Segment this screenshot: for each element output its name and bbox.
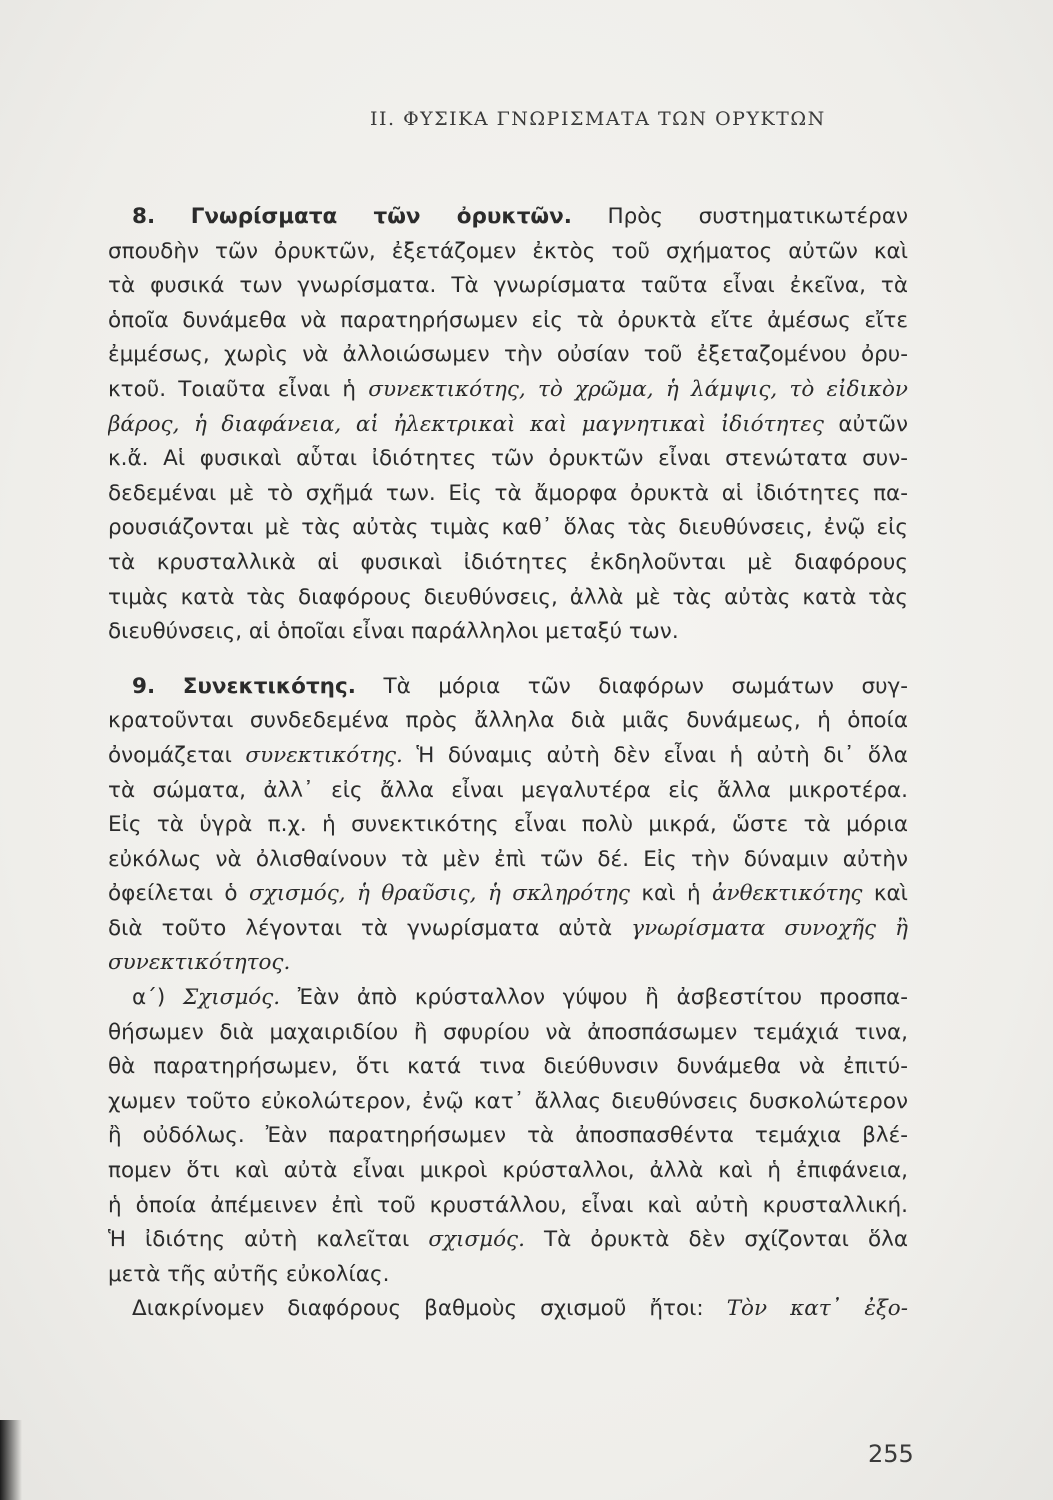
italic-term: συνεκτικότης, τὸ χρῶμα, ἡ λάμψις, τὸ εἰδικὸν — [368, 376, 908, 402]
section-8-line-3: τὰ φυσικά των γνωρίσματα. Τὰ γνωρίσματα ταῦτα εἶναι ἐκεῖνα, τὰ — [108, 273, 908, 299]
section-9-line-8 — [108, 912, 908, 947]
italic-term: βάρος, ἡ διαφάνεια, αἱ ἠλεκτρικαὶ καὶ μαγνητικαὶ ἰδιότητες — [108, 411, 824, 437]
section-9-line-1 — [108, 670, 908, 705]
section-9-line-2: κρατοῦνται συνδεδεμένα πρὸς ἄλληλα διὰ μιᾶς δυνάμεως, ἡ ὁποία — [108, 708, 908, 734]
italic-term: ἀνθεκτικότης — [712, 881, 863, 907]
binding-shadow — [0, 1420, 22, 1500]
text-span: κτοῦ. Τοιαῦτα εἶναι ἡ — [108, 376, 357, 402]
italic-term: γνωρίσματα συνοχῆς ἢ — [631, 915, 908, 941]
italic-term: σχισμός. — [428, 1227, 525, 1253]
section-8-line-1 — [108, 200, 908, 235]
page-number: 255 — [868, 1440, 914, 1468]
subsection-a-line-6: πομεν ὅτι καὶ αὐτὰ εἶναι μικροὶ κρύσταλλοι, ἀλλὰ καὶ ἡ ἐπιφάνεια, — [108, 1158, 908, 1184]
text-span: Τὰ ὀρυκτὰ δὲν σχίζονται ὅλα — [544, 1227, 908, 1253]
text-span: ὀφείλεται ὁ — [108, 881, 238, 907]
text-span: διὰ τοῦτο λέγονται τὰ γνωρίσματα αὐτὰ — [108, 915, 613, 941]
subsection-a-line-1 — [108, 981, 908, 1016]
text-span: Ἡ δύναμις αὐτὴ δὲν εἶναι ἡ αὐτὴ δι᾿ ὅλα — [416, 742, 908, 768]
text-span: Ἐὰν ἀπὸ κρύσταλλον γύψου ἢ ἀσβεστίτου προσπα- — [297, 985, 908, 1011]
subsection-a-line-9: μετὰ τῆς αὐτῆς εὐκολίας. — [108, 1261, 390, 1287]
text-span: Διακρίνομεν διαφόρους βαθμοὺς σχισμοῦ ἤτοι: — [132, 1296, 704, 1322]
text-span: ὀνομάζεται — [108, 742, 232, 768]
subsection-a-label: α΄) — [132, 985, 166, 1011]
paragraph-gap — [108, 650, 908, 670]
section-8-title: Γνωρίσματα τῶν ὀρυκτῶν. — [190, 204, 572, 229]
running-header: II. ΦΥΣΙΚΑ ΓΝΩΡΙΣΜΑΤΑ ΤΩΝ ΟΡΥΚΤΩΝ — [370, 108, 826, 130]
section-8-line-11: τὰ κρυσταλλικὰ αἱ φυσικαὶ ἰδιότητες ἐκδηλοῦνται μὲ διαφόρους — [108, 549, 908, 575]
section-9-line-6: εὐκόλως νὰ ὀλισθαίνουν τὰ μὲν ἐπὶ τῶν δέ. Εἰς τὴν δύναμιν αὐτὴν — [108, 846, 908, 872]
section-8-line-5: ἐμμέσως, χωρὶς νὰ ἀλλοιώσωμεν τὴν οὐσίαν τοῦ ἐξεταζομένου ὀρυ- — [108, 342, 908, 368]
section-8-line-2: σπουδὴν τῶν ὀρυκτῶν, ἐξετάζομεν ἐκτὸς τοῦ σχήματος αὐτῶν καὶ — [108, 238, 908, 264]
subsection-a-line-5: ἢ οὐδόλως. Ἐὰν παρατηρήσωμεν τὰ ἀποσπασθέντα τεμάχια βλέ- — [108, 1123, 908, 1149]
body-text — [108, 200, 908, 1327]
section-9-number: 9. — [132, 673, 156, 699]
section-9-line-4: τὰ σώματα, ἀλλ᾿ εἰς ἄλλα εἶναι μεγαλυτέρα εἰς ἄλλα μικροτέρα. — [108, 777, 908, 803]
italic-term: σχισμός, ἡ θραῦσις, ἡ σκληρότης — [249, 881, 630, 907]
section-9-line-7 — [108, 877, 908, 912]
subsection-a-line-4: χωμεν τοῦτο εὐκολώτερον, ἐνῷ κατ᾿ ἄλλας διευθύνσεις δυσκολώτερον — [108, 1088, 908, 1114]
section-8-line-9: δεδεμέναι μὲ τὸ σχῆμά των. Εἰς τὰ ἄμορφα ὀρυκτὰ αἱ ἰδιότητες πα- — [108, 480, 908, 506]
subsection-a-line-10 — [108, 1292, 908, 1327]
subsection-a-line-8 — [108, 1223, 908, 1258]
section-8-line-10: ρουσιάζονται μὲ τὰς αὐτὰς τιμὰς καθ᾿ ὅλας τὰς διευθύνσεις, ἐνῷ εἰς — [108, 515, 908, 541]
subsection-a-title: Σχισμός. — [182, 985, 281, 1011]
section-8-line-7 — [108, 408, 908, 443]
section-8-line-4: ὁποῖα δυνάμεθα νὰ παρατηρήσωμεν εἰς τὰ ὀρυκτὰ εἴτε ἀμέσως εἴτε — [108, 307, 908, 333]
subsection-a-line-3: θὰ παρατηρήσωμεν, ὅτι κατά τινα διεύθυνσιν δυνάμεθα νὰ ἐπιτύ- — [108, 1054, 908, 1080]
text-span: καὶ — [873, 881, 908, 907]
subsection-a-line-2: θήσωμεν διὰ μαχαιριδίου ἢ σφυρίου νὰ ἀποσπάσωμεν τεμάχιά τινα, — [108, 1019, 908, 1045]
section-8-line-6 — [108, 373, 908, 408]
section-9-line-9: συνεκτικότητος. — [108, 950, 291, 976]
section-9-text: Τὰ μόρια τῶν διαφόρων σωμάτων συγ- — [383, 673, 908, 699]
italic-term: συνεκτικότης. — [245, 742, 403, 768]
section-8-line-8: κ.ἄ. Αἱ φυσικαὶ αὗται ἰδιότητες τῶν ὀρυκτῶν εἶναι στενώτατα συν- — [108, 446, 908, 472]
section-9-title: Συνεκτικότης. — [182, 673, 356, 699]
text-span: αὐτῶν — [838, 411, 908, 437]
subsection-a-line-7: ἡ ὁποία ἀπέμεινεν ἐπὶ τοῦ κρυστάλλου, εἶναι καὶ αὐτὴ κρυσταλλική. — [108, 1192, 908, 1218]
section-9-line-5: Εἰς τὰ ὑγρὰ π.χ. ἡ συνεκτικότης εἶναι πολὺ μικρά, ὥστε τὰ μόρια — [108, 812, 908, 838]
italic-term: Τὸν κατ᾿ ἐξο- — [726, 1296, 908, 1322]
section-9-line-3 — [108, 739, 908, 774]
text-span: Ἡ ἰδιότης αὐτὴ καλεῖται — [108, 1227, 410, 1253]
section-8-text: Πρὸς συστηματικωτέραν — [607, 204, 908, 229]
section-8-line-12: τιμὰς κατὰ τὰς διαφόρους διευθύνσεις, ἀλλὰ μὲ τὰς αὐτὰς κατὰ τὰς — [108, 584, 908, 610]
section-8-number: 8. — [132, 204, 156, 229]
text-span: καὶ ἡ — [641, 881, 701, 907]
section-8-line-13: διευθύνσεις, αἱ ὁποῖαι εἶναι παράλληλοι μεταξύ των. — [108, 619, 679, 645]
